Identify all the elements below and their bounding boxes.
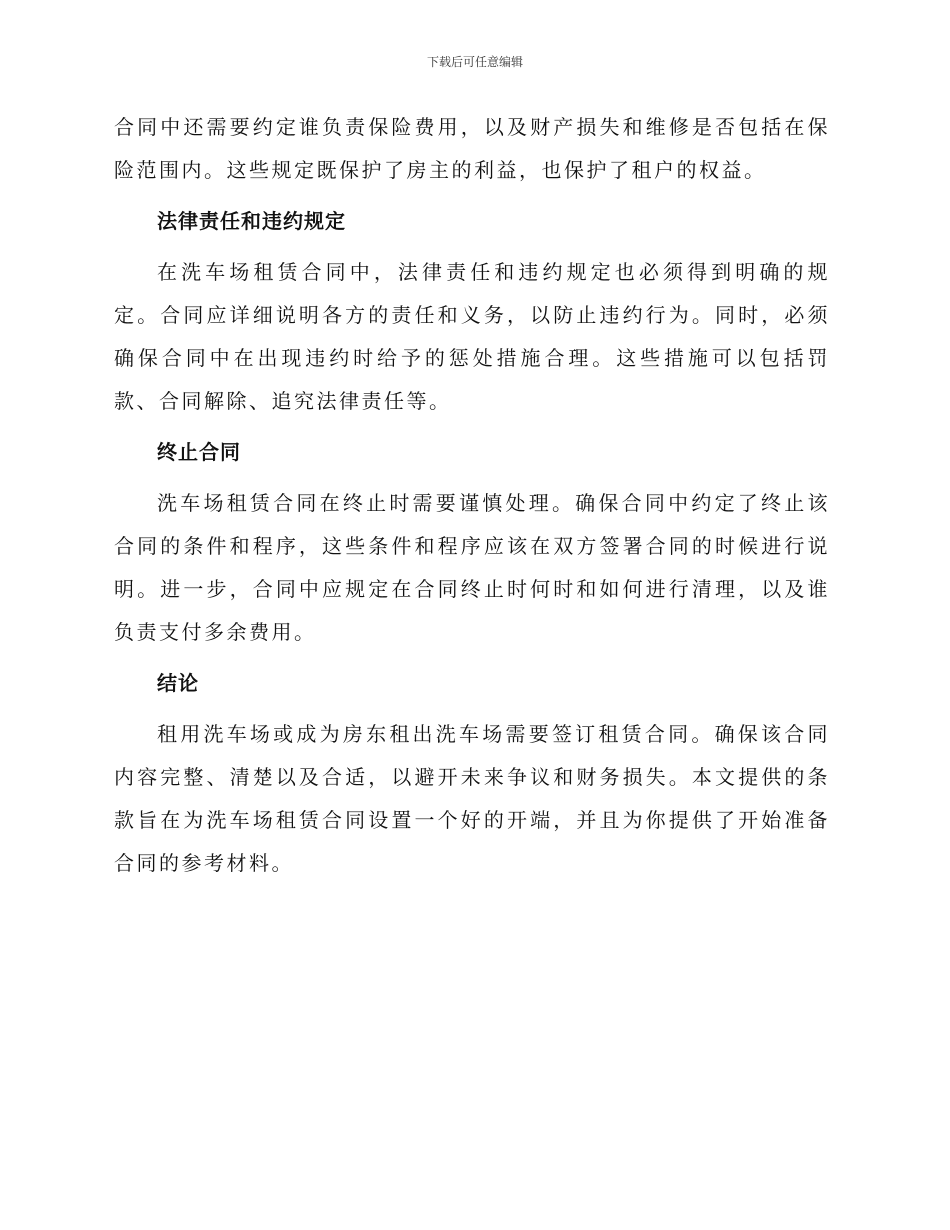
document-body (114, 106, 830, 885)
paragraph-legal-liability: 在洗车场租赁合同中，法律责任和违约规定也必须得到明确的规定。合同应详细说明各方的责任和义务，以防止违约行为。同时，必须确保合同中在出现违约时给予的惩处措施合理。这些措施可以包括罚款、合同解除、追究法律责任等。 (114, 260, 830, 413)
heading-termination: 终止合同 (157, 440, 241, 464)
heading-conclusion: 结论 (157, 671, 199, 695)
paragraph-termination: 洗车场租赁合同在终止时需要谨慎处理。确保合同中约定了终止该合同的条件和程序，这些条件和程序应该在双方签署合同的时候进行说明。进一步，合同中应规定在合同终止时何时和如何进行清理，以及谁负责支付多余费用。 (114, 491, 830, 644)
paragraph-conclusion: 租用洗车场或成为房东租出洗车场需要签订租赁合同。确保该合同内容完整、清楚以及合适，以避开未来争议和财务损失。本文提供的条款旨在为洗车场租赁合同设置一个好的开端，并且为你提供了开始准备合同的参考材料。 (114, 722, 830, 875)
page-header: 下载后可任意编辑 (426, 55, 523, 69)
paragraph-insurance: 合同中还需要约定谁负责保险费用，以及财产损失和维修是否包括在保险范围内。这些规定既保护了房主的利益，也保护了租户的权益。 (114, 115, 830, 182)
heading-legal-liability: 法律责任和违约规定 (157, 209, 346, 233)
